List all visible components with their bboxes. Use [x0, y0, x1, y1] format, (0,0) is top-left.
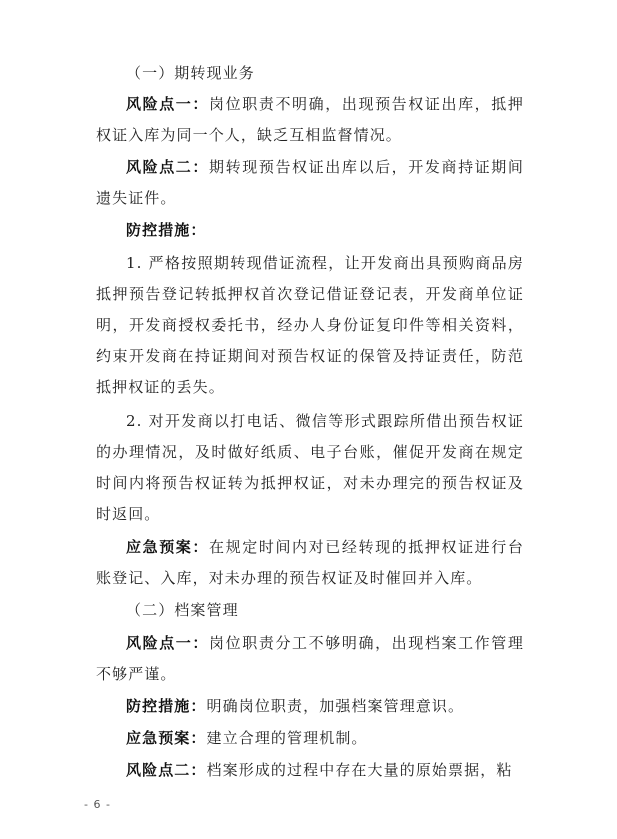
risk-label: 风险点二：: [126, 761, 207, 779]
emergency-text: 在规定时间内对已经转现的抵押权证进行台账登记、入库，对未办理的预告权证及时催回并入库。: [96, 538, 524, 587]
section2-heading: （二）档案管理: [126, 601, 239, 619]
risk-text: 岗位职责分工不够明确，出现档案工作管理不够严谨。: [96, 634, 524, 683]
section1-measure2: 2. 对开发商以打电话、微信等形式跟踪所借出预告权证的办理情况，及时做好纸质、电子台账，催促开发商在规定时间内将预告权证转为抵押权证，对未办理完的预告权证及时返回。: [96, 412, 524, 523]
page-number: - 6 -: [84, 798, 111, 811]
section1-risk2: [96, 152, 524, 214]
section1-measure1: 1. 严格按照期转现借证流程，让开发商出具预购商品房抵押预告登记转抵押权首次登记借证登记表，开发商单位证明，开发商授权委托书，经办人身份证复印件等相关资料，约束开发商在持证期间对预告权证的保管及持证责任，防范抵押权证的丢失。: [96, 254, 524, 396]
control-text: 明确岗位职责，加强档案管理意识。: [206, 697, 465, 715]
risk-label: 风险点一：: [126, 95, 210, 113]
control-label: 防控措施：: [126, 221, 207, 239]
section1-risk1: [96, 89, 524, 151]
emergency-text: 建立合理的管理机制。: [206, 729, 368, 747]
section1-emergency: [96, 532, 524, 594]
risk-text: 档案形成的过程中存在大量的原始票据，粘: [206, 761, 513, 779]
risk-text: 岗位职责不明确，出现预告权证出库，抵押权证入库为同一个人，缺乏互相监督情况。: [96, 95, 524, 144]
section2-emergency: [96, 723, 524, 754]
emergency-label: 应急预案：: [126, 538, 210, 556]
risk-text: 期转现预告权证出库以后，开发商持证期间遗失证件。: [96, 158, 524, 207]
section1-heading: （一）期转现业务: [126, 64, 255, 82]
risk-label: 风险点一：: [126, 634, 210, 652]
risk-label: 风险点二：: [126, 158, 210, 176]
section2-risk1: [96, 628, 524, 690]
section1-control-label: [96, 215, 524, 246]
section2-risk2: [96, 755, 524, 786]
control-label: 防控措施：: [126, 697, 207, 715]
section2-control: [96, 691, 524, 722]
emergency-label: 应急预案：: [126, 729, 207, 747]
